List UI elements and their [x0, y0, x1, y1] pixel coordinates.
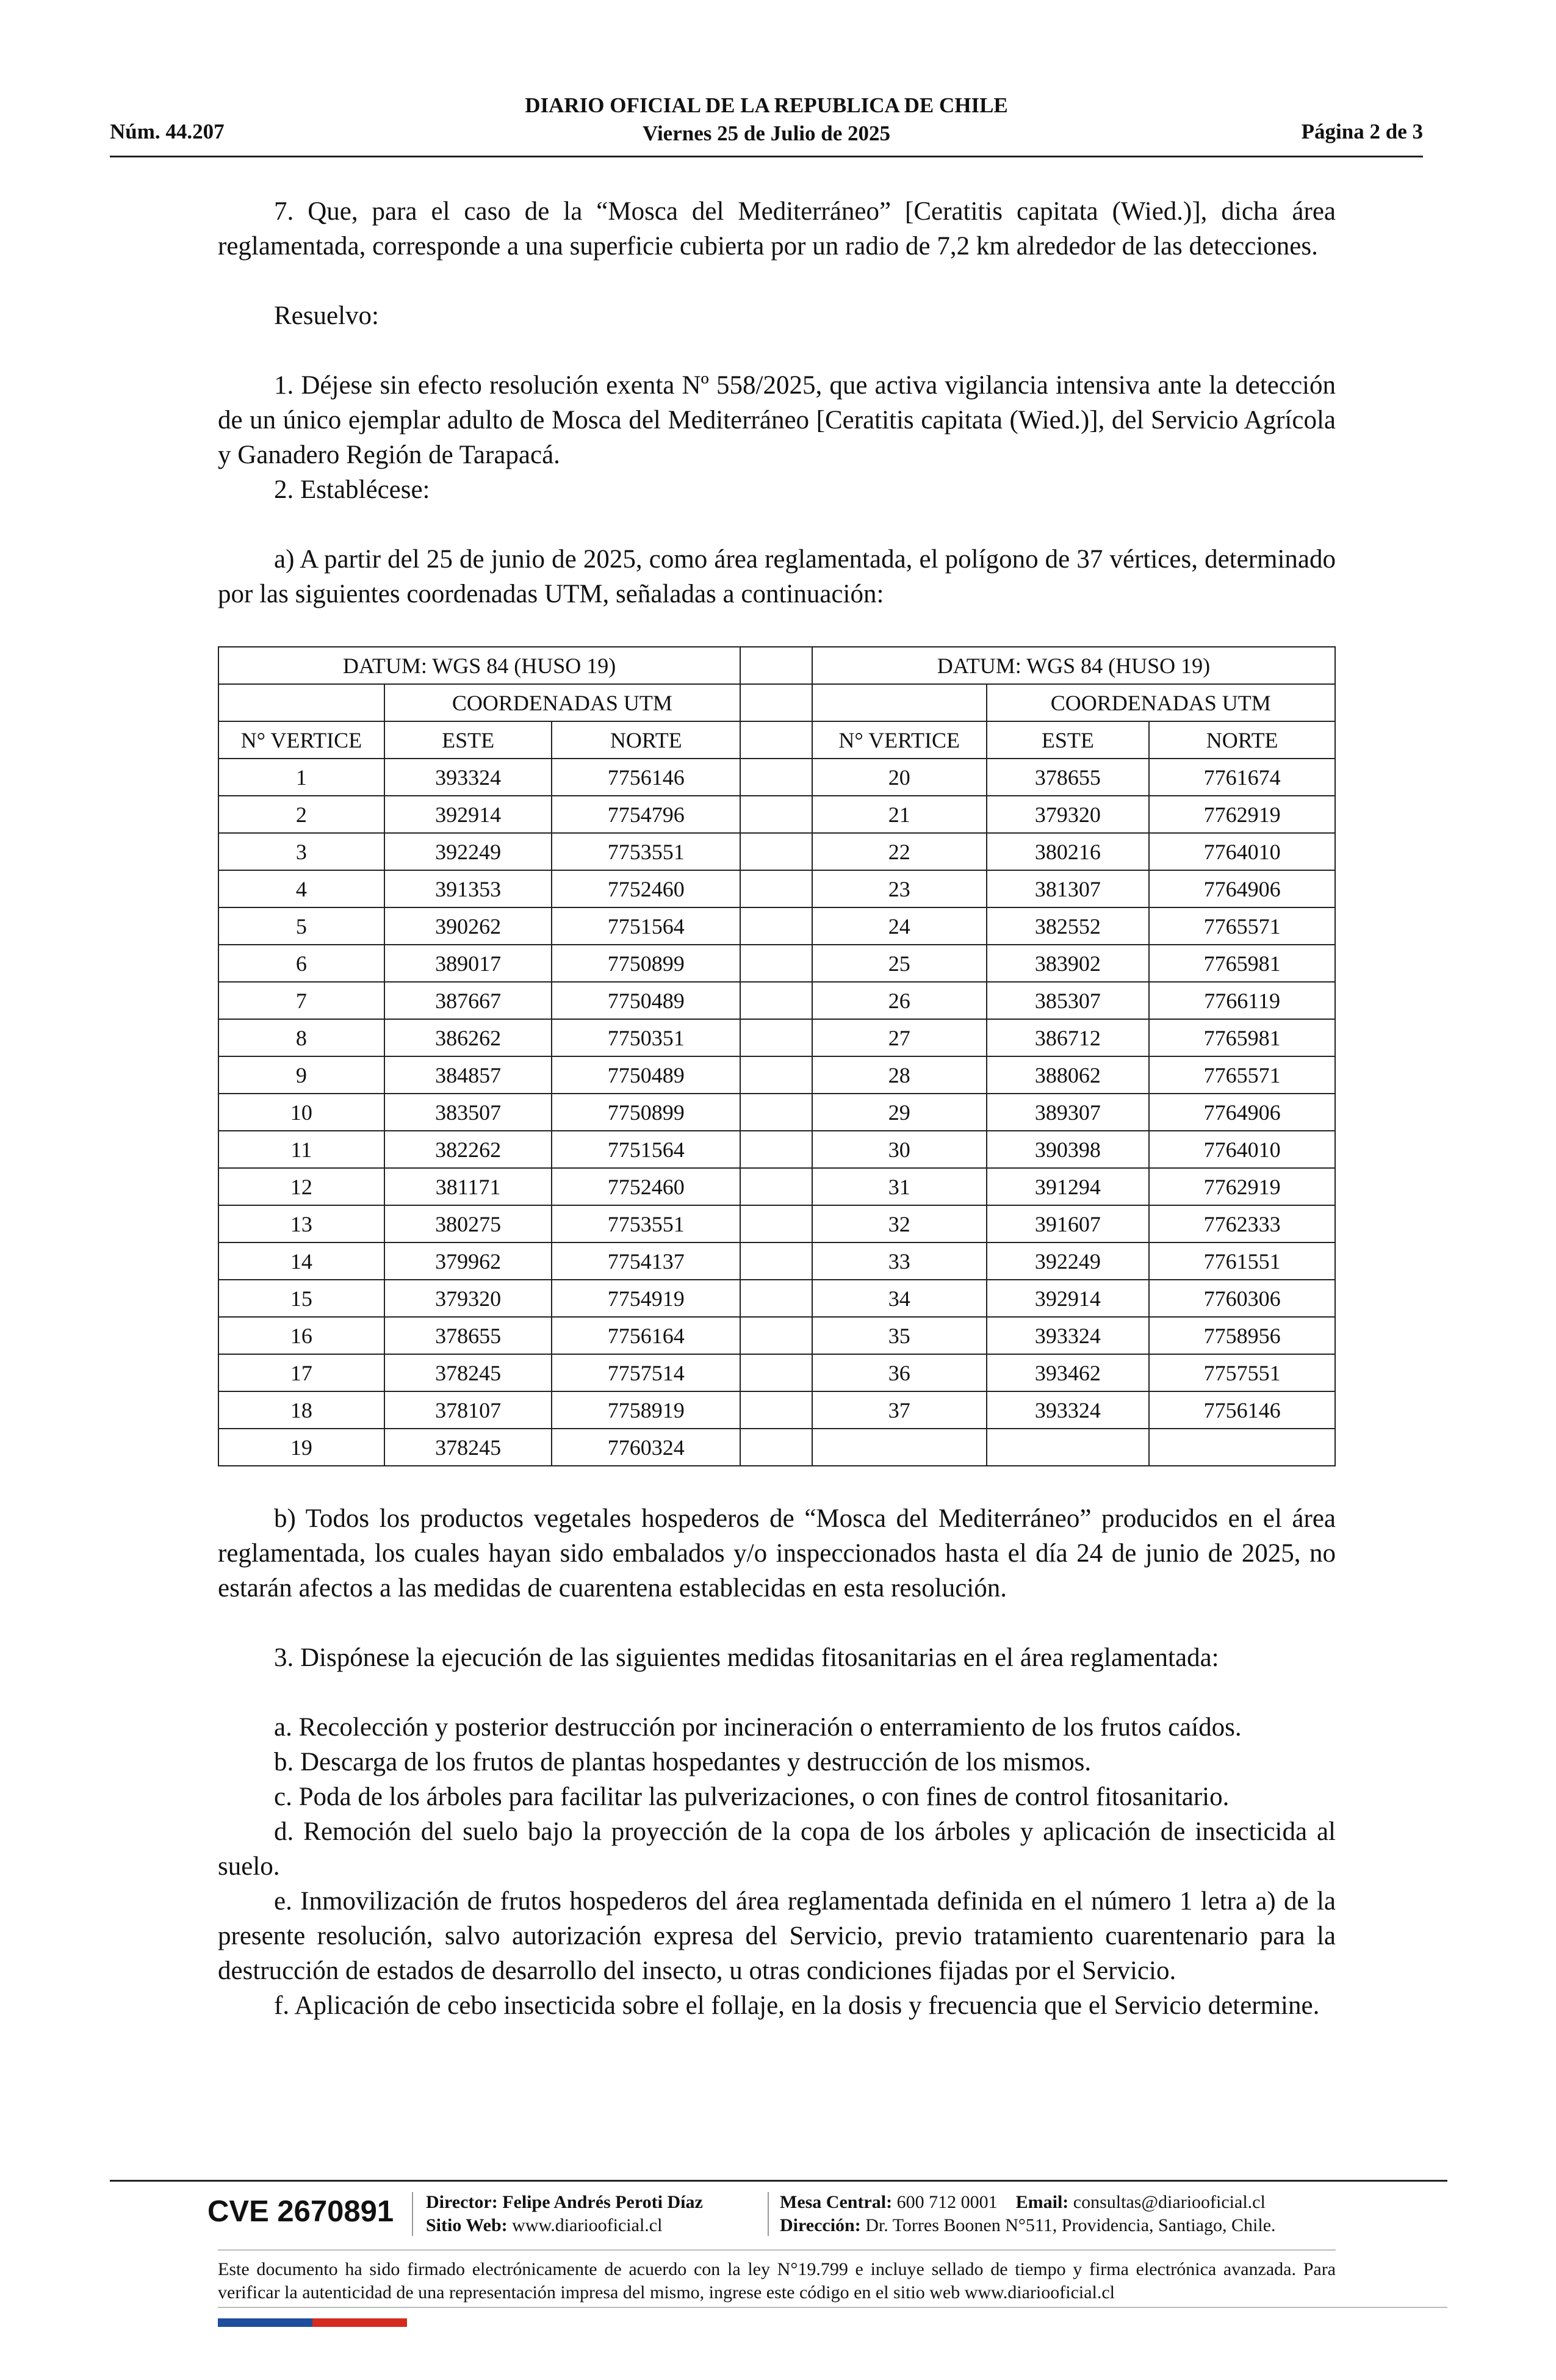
table-row — [218, 1354, 1335, 1391]
gazette-masthead — [110, 92, 1423, 148]
cell-vertex-left: 16 — [218, 1317, 384, 1354]
cell-este-left: 378245 — [384, 1429, 552, 1466]
cell-vertex-right: 20 — [812, 759, 987, 796]
cell-norte-left: 7760324 — [552, 1429, 740, 1466]
cell-este-left: 392914 — [384, 796, 552, 833]
spacer-cell — [740, 1019, 812, 1056]
table-row — [218, 833, 1335, 870]
coord-header-right: COORDENADAS UTM — [987, 684, 1335, 721]
site-label: Sitio Web: — [426, 2215, 508, 2235]
cell-norte-left: 7754919 — [552, 1280, 740, 1317]
cell-norte-right: 7762333 — [1149, 1205, 1335, 1242]
measure-a: a. Recolección y posterior destrucción por incineración o enterramiento de los frutos caídos. — [274, 1713, 1242, 1742]
utm-coordinates-table — [218, 646, 1336, 1466]
cell-norte-left: 7756146 — [552, 759, 740, 796]
col-norte-left: NORTE — [552, 721, 740, 759]
cell-norte-left: 7751564 — [552, 1131, 740, 1168]
cell-norte-right: 7766119 — [1149, 982, 1335, 1019]
cell-este-right: 393462 — [987, 1354, 1150, 1391]
cell-vertex-right: 24 — [812, 907, 987, 945]
table-row — [218, 1168, 1335, 1205]
issue-date: Viernes 25 de Julio de 2025 — [642, 121, 891, 145]
cell-vertex-left: 8 — [218, 1019, 384, 1056]
table-row — [218, 1205, 1335, 1242]
paragraph-7: 7. Que, para el caso de la “Mosca del Mediterráneo” [Ceratitis capitata (Wied.)], dicha área reglamentada, corresponde a una superficie cubierta por un radio de 7,2 km alrededor de las detecciones. — [218, 197, 1336, 261]
cell-este-left: 389017 — [384, 945, 552, 982]
spacer-cell — [740, 945, 812, 982]
cell-vertex-right: 33 — [812, 1242, 987, 1280]
cell-norte-left: 7751564 — [552, 907, 740, 945]
cell-vertex-left: 1 — [218, 759, 384, 796]
cell-vertex-right: 25 — [812, 945, 987, 982]
cell-este-left: 386262 — [384, 1019, 552, 1056]
cell-este-left: 378245 — [384, 1354, 552, 1391]
cell-vertex-left: 3 — [218, 833, 384, 870]
table-row — [218, 982, 1335, 1019]
cell-vertex-right: 32 — [812, 1205, 987, 1242]
address-value: Dr. Torres Boonen N°511, Providencia, Santiago, Chile. — [865, 2215, 1276, 2235]
cell-este-right: 391294 — [987, 1168, 1150, 1205]
cell-vertex-right: 28 — [812, 1056, 987, 1094]
cell-este-left: 392249 — [384, 833, 552, 870]
cell-norte-left: 7750351 — [552, 1019, 740, 1056]
cell-norte-right: 7761674 — [1149, 759, 1335, 796]
cell-este-right: 385307 — [987, 982, 1150, 1019]
cell-norte-left: 7750899 — [552, 1094, 740, 1131]
cell-este-right: 393324 — [987, 1317, 1150, 1354]
table-row — [218, 1094, 1335, 1131]
table-row — [218, 796, 1335, 833]
cell-este-right — [987, 1429, 1150, 1466]
measure-b: b. Descarga de los frutos de plantas hospedantes y destrucción de los mismos. — [274, 1748, 1092, 1776]
cell-este-left: 393324 — [384, 759, 552, 796]
table-row — [218, 1391, 1335, 1429]
cell-este-right: 389307 — [987, 1094, 1150, 1131]
cell-este-left: 381171 — [384, 1168, 552, 1205]
cell-vertex-left: 11 — [218, 1131, 384, 1168]
cell-norte-left: 7757514 — [552, 1354, 740, 1391]
cell-vertex-left: 17 — [218, 1354, 384, 1391]
mesa-label: Mesa Central: — [780, 2192, 893, 2212]
table-row — [218, 1019, 1335, 1056]
table-row — [218, 1056, 1335, 1094]
measure-d: d. Remoción del suelo bajo la proyección de la copa de los árboles y aplicación de insecticida al suelo. — [218, 1817, 1336, 1881]
cell-este-right: 393324 — [987, 1391, 1150, 1429]
cell-este-left: 383507 — [384, 1094, 552, 1131]
cell-norte-right: 7762919 — [1149, 1168, 1335, 1205]
site-url[interactable]: www.diariooficial.cl — [512, 2215, 663, 2235]
resolution-item-3: 3. Dispónese la ejecución de las siguientes medidas fitosanitarias en el área reglamentada: — [274, 1643, 1219, 1672]
cell-vertex-right: 22 — [812, 833, 987, 870]
cell-este-right: 382552 — [987, 907, 1150, 945]
spacer-cell — [740, 1168, 812, 1205]
spacer-cell — [740, 1131, 812, 1168]
cell-norte-right: 7764906 — [1149, 870, 1335, 907]
footer-divider — [110, 2180, 1447, 2182]
issue-number: Núm. 44.207 — [110, 120, 225, 143]
spacer-cell — [740, 982, 812, 1019]
table-coord-header-row — [218, 684, 1335, 721]
cell-vertex-right: 37 — [812, 1391, 987, 1429]
cell-este-right: 386712 — [987, 1019, 1150, 1056]
table-row — [218, 1317, 1335, 1354]
datum-right: DATUM: WGS 84 (HUSO 19) — [812, 647, 1335, 684]
legal-notice: Este documento ha sido firmado electrónicamente de acuerdo con la ley N°19.799 e incluye sellado de tiempo y firma electrónica avanzada. Para verificar la autenticidad de una representación impresa del mismo, ingrese este código en el sitio web www.diariooficial.cl — [218, 2259, 1336, 2302]
footer-separator — [412, 2192, 413, 2236]
cell-norte-left: 7754796 — [552, 796, 740, 833]
spacer-cell — [740, 833, 812, 870]
table-row — [218, 1280, 1335, 1317]
cell-norte-left: 7753551 — [552, 833, 740, 870]
legal-divider — [218, 2307, 1447, 2308]
gazette-title: DIARIO OFICIAL DE LA REPUBLICA DE CHILE — [525, 93, 1008, 117]
resolution-item-2b: b) Todos los productos vegetales hospederos de “Mosca del Mediterráneo” producidos en el área reglamentada, los cuales hayan sido embalados y/o inspeccionados hasta el día 24 de junio de 2025, no estarán afectos a las medidas de cuarentena establecidas en esta resolución. — [218, 1504, 1336, 1603]
cve-code: CVE 2670891 — [207, 2195, 394, 2228]
cell-vertex-left: 5 — [218, 907, 384, 945]
cell-este-left: 382262 — [384, 1131, 552, 1168]
cell-este-left: 391353 — [384, 870, 552, 907]
cell-vertex-left: 14 — [218, 1242, 384, 1280]
document-body — [218, 194, 1336, 2023]
cell-norte-right: 7765571 — [1149, 907, 1335, 945]
cell-norte-right — [1149, 1429, 1335, 1466]
col-vertex-right: N° VERTICE — [812, 721, 987, 759]
cell-vertex-left: 2 — [218, 796, 384, 833]
cell-norte-right: 7765571 — [1149, 1056, 1335, 1094]
cell-vertex-right: 29 — [812, 1094, 987, 1131]
cell-vertex-right: 26 — [812, 982, 987, 1019]
cell-norte-left: 7750489 — [552, 982, 740, 1019]
spacer-cell — [740, 647, 812, 684]
spacer-cell — [740, 1094, 812, 1131]
cell-este-right: 390398 — [987, 1131, 1150, 1168]
spacer-cell — [740, 1056, 812, 1094]
cell-vertex-left: 10 — [218, 1094, 384, 1131]
cell-norte-right: 7764010 — [1149, 833, 1335, 870]
header-divider — [110, 156, 1423, 157]
cell-norte-right: 7761551 — [1149, 1242, 1335, 1280]
footer-separator — [768, 2192, 769, 2236]
spacer-cell — [740, 759, 812, 796]
spacer-cell — [740, 1205, 812, 1242]
spacer-cell — [740, 1317, 812, 1354]
cell-norte-right: 7756146 — [1149, 1391, 1335, 1429]
cell-vertex-right: 35 — [812, 1317, 987, 1354]
cell-este-left: 379320 — [384, 1280, 552, 1317]
resuelvo-heading: Resuelvo: — [274, 301, 379, 330]
cell-vertex-right: 21 — [812, 796, 987, 833]
cell-este-right: 391607 — [987, 1205, 1150, 1242]
cell-vertex-right — [812, 1429, 987, 1466]
cell-norte-right: 7758956 — [1149, 1317, 1335, 1354]
cell-norte-right: 7765981 — [1149, 945, 1335, 982]
resolution-item-2: 2. Establécese: — [274, 475, 430, 504]
spacer-cell — [740, 1354, 812, 1391]
cell-norte-left: 7753551 — [552, 1205, 740, 1242]
spacer-cell — [740, 1242, 812, 1280]
cell-norte-left: 7758919 — [552, 1391, 740, 1429]
table-column-header-row — [218, 721, 1335, 759]
cell-norte-right: 7765981 — [1149, 1019, 1335, 1056]
cell-este-left: 378107 — [384, 1391, 552, 1429]
cell-vertex-left: 15 — [218, 1280, 384, 1317]
cell-norte-right: 7757551 — [1149, 1354, 1335, 1391]
cell-este-right: 381307 — [987, 870, 1150, 907]
footer-contact-block — [780, 2191, 1276, 2237]
footer-director-block — [426, 2191, 703, 2237]
cell-este-right: 388062 — [987, 1056, 1150, 1094]
table-row — [218, 945, 1335, 982]
spacer-cell — [740, 721, 812, 759]
cell-vertex-right: 34 — [812, 1280, 987, 1317]
flag-stripe-blue — [218, 2318, 312, 2327]
cell-vertex-right: 27 — [812, 1019, 987, 1056]
cell-norte-left: 7752460 — [552, 1168, 740, 1205]
measure-f: f. Aplicación de cebo insecticida sobre el follaje, en la dosis y frecuencia que el Servicio determine. — [274, 1991, 1320, 2020]
mesa-phone: 600 712 0001 — [896, 2192, 998, 2212]
footer-thin-divider — [218, 2249, 1336, 2251]
cell-vertex-left: 13 — [218, 1205, 384, 1242]
cell-vertex-left: 18 — [218, 1391, 384, 1429]
cell-vertex-right: 23 — [812, 870, 987, 907]
cell-vertex-left: 4 — [218, 870, 384, 907]
spacer-cell — [740, 684, 812, 721]
page-number: Página 2 de 3 — [1301, 120, 1423, 143]
col-este-left: ESTE — [384, 721, 552, 759]
measure-c: c. Poda de los árboles para facilitar las pulverizaciones, o con fines de control fitosanitario. — [274, 1783, 1230, 1811]
table-row — [218, 1131, 1335, 1168]
cell-este-right: 380216 — [987, 833, 1150, 870]
cell-este-left: 387667 — [384, 982, 552, 1019]
cell-este-right: 379320 — [987, 796, 1150, 833]
spacer-cell — [740, 1429, 812, 1466]
cell-este-left: 390262 — [384, 907, 552, 945]
spacer-cell — [740, 907, 812, 945]
cell-este-left: 378655 — [384, 1317, 552, 1354]
cell-vertex-left: 19 — [218, 1429, 384, 1466]
cell-vertex-left: 9 — [218, 1056, 384, 1094]
spacer-cell — [740, 1280, 812, 1317]
col-este-right: ESTE — [987, 721, 1150, 759]
spacer-cell — [740, 796, 812, 833]
cell-norte-right: 7762919 — [1149, 796, 1335, 833]
table-row — [218, 870, 1335, 907]
cell-este-left: 380275 — [384, 1205, 552, 1242]
col-norte-right: NORTE — [1149, 721, 1335, 759]
cell-norte-left: 7756164 — [552, 1317, 740, 1354]
cell-vertex-right: 31 — [812, 1168, 987, 1205]
cell-norte-left: 7752460 — [552, 870, 740, 907]
email-address[interactable]: consultas@diariooficial.cl — [1073, 2192, 1266, 2212]
cell-este-left: 379962 — [384, 1242, 552, 1280]
spacer-cell — [740, 870, 812, 907]
flag-stripe-red — [312, 2318, 407, 2327]
cell-este-right: 383902 — [987, 945, 1150, 982]
cell-este-right: 378655 — [987, 759, 1150, 796]
cell-norte-right: 7760306 — [1149, 1280, 1335, 1317]
cell-norte-left: 7750489 — [552, 1056, 740, 1094]
col-vertex-left: N° VERTICE — [218, 721, 384, 759]
cell-este-right: 392914 — [987, 1280, 1150, 1317]
table-datum-row — [218, 647, 1335, 684]
cell-vertex-left: 6 — [218, 945, 384, 982]
cell-este-left: 384857 — [384, 1056, 552, 1094]
measure-e: e. Inmovilización de frutos hospederos del área reglamentada definida en el número 1 letra a) de la presente resolución, salvo autorización expresa del Servicio, previo tratamiento cuarentenario para la destrucción de estados de desarrollo del insecto, u otras condiciones fijadas por el Servicio. — [218, 1887, 1336, 1985]
email-label: Email: — [1015, 2192, 1069, 2212]
cell-norte-right: 7764906 — [1149, 1094, 1335, 1131]
cell-vertex-left: 12 — [218, 1168, 384, 1205]
table-row — [218, 907, 1335, 945]
table-row — [218, 759, 1335, 796]
cell-vertex-left: 7 — [218, 982, 384, 1019]
director-name: Felipe Andrés Peroti Díaz — [502, 2192, 703, 2212]
address-label: Dirección: — [780, 2215, 861, 2235]
director-label: Director: — [426, 2192, 498, 2212]
cell-norte-left: 7750899 — [552, 945, 740, 982]
spacer-cell — [740, 1391, 812, 1429]
coord-header-left: COORDENADAS UTM — [384, 684, 740, 721]
page-header — [110, 92, 1423, 159]
table-row — [218, 1242, 1335, 1280]
cell-norte-left: 7754137 — [552, 1242, 740, 1280]
datum-left: DATUM: WGS 84 (HUSO 19) — [218, 647, 740, 684]
cell-vertex-right: 30 — [812, 1131, 987, 1168]
cell-norte-right: 7764010 — [1149, 1131, 1335, 1168]
resolution-item-1: 1. Déjese sin efecto resolución exenta Nº 558/2025, que activa vigilancia intensiva ante la detección de un único ejemplar adulto de Mosca del Mediterráneo [Ceratitis capitata (Wied.)], del Servicio Agrícola y Ganadero Región de Tarapacá. — [218, 371, 1336, 469]
cell-vertex-right: 36 — [812, 1354, 987, 1391]
cell-este-right: 392249 — [987, 1242, 1150, 1280]
resolution-item-2a: a) A partir del 25 de junio de 2025, como área reglamentada, el polígono de 37 vértices, determinado por las siguientes coordenadas UTM, señaladas a continuación: — [218, 545, 1336, 608]
table-row — [218, 1429, 1335, 1466]
